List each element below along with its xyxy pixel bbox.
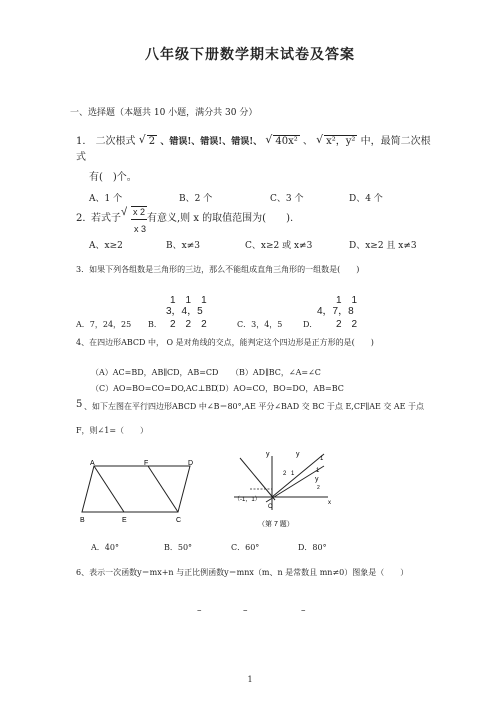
q1-line — [76, 135, 431, 148]
q6-dash-2: – — [243, 606, 248, 616]
q5-option-a: A．40° — [91, 543, 119, 552]
q2-option-b: B、x≠3 — [166, 241, 200, 251]
q5-option-d: D．80° — [298, 543, 327, 552]
q3-option-b: B． — [148, 320, 162, 329]
q1-stem-b: 中，最简二次根 — [360, 136, 431, 147]
segment-fc — [148, 466, 178, 512]
page-title: 八年级下册数学期末试卷及答案 — [145, 47, 355, 63]
section-heading: 一、选择题（本题共 10 小题，满分共 30 分） — [70, 108, 258, 118]
q2-option-d: D、x≥2 且 x≠3 — [349, 241, 417, 251]
label-y-top: y — [296, 451, 300, 458]
label-sub-2: 2 — [317, 485, 320, 491]
q4-option-a: （A）AC=BD，AB∥CD，AB=CD — [91, 368, 219, 377]
q2-fraction-bar — [131, 219, 147, 220]
q1-number: 1． — [76, 136, 93, 147]
label-e: E — [122, 517, 127, 524]
q1-option-b: B、2 个 — [179, 194, 213, 204]
radical-2-value: 2 — [148, 136, 156, 147]
q2-radical-top-value: x 2 — [133, 207, 146, 217]
q3-b-bot: 2 2 2 — [170, 319, 207, 330]
label-point: （-1，1） — [234, 497, 261, 503]
q2-num: 2． — [76, 213, 93, 224]
label-c: C — [176, 517, 182, 524]
q2-option-a: A、x≥2 — [89, 241, 123, 251]
q2-stem-a: 若式子 — [91, 213, 121, 224]
q1-error-text: 、错误!、错误!、错误!、 — [160, 137, 263, 147]
q1-stem-a: 二次根式 — [95, 136, 136, 147]
q3-option-a: A．7，24，25 — [76, 320, 132, 329]
radical-x2y2: √ x²，y² — [316, 133, 356, 147]
label-x-axis: x — [328, 500, 331, 506]
label-f: F — [144, 460, 149, 467]
q4-option-c: （C）AO=BO=CO=DO,AC⊥BD — [91, 384, 218, 393]
figure-caption: （第 7 题） — [258, 521, 294, 528]
q6-dash-1: – — [197, 606, 202, 616]
q6-stem: 6、表示一次函数y＝mx+n 与正比例函数y＝mnx（m、n 是常数且 mn≠0）图象是（ ） — [76, 568, 409, 577]
q5-option-b: B．50° — [164, 543, 193, 552]
q3-option-d: D． — [303, 320, 318, 329]
radical-40x2: √ 40x² — [265, 133, 298, 147]
coordinate-figure — [228, 448, 338, 530]
q3-stem: 3．如果下列各组数是三角形的三边，那么不能组成直角三角形的一组数是( ) — [76, 265, 360, 274]
q5-option-c: C．60° — [231, 543, 260, 552]
label-1c: 1 — [316, 468, 320, 474]
radical-x2y2-value: x²，y² — [326, 136, 356, 147]
label-a: A — [90, 460, 95, 467]
q1-stem-d: 有( )个。 — [89, 172, 137, 183]
q1-option-c: C、3 个 — [270, 194, 304, 204]
q2-option-c: C、x≥2 或 x≠3 — [245, 241, 313, 251]
label-y-right: y — [315, 476, 319, 483]
label-1b: 1 — [291, 471, 295, 477]
q4-stem: 4、在四边形ABCD 中， O 是对角线的交点，能判定这个四边形是正方形的是( ) — [76, 338, 374, 347]
radical-40x2-value: 40x² — [275, 136, 298, 147]
label-d: D — [188, 460, 194, 467]
label-2: 2 — [283, 471, 287, 477]
label-y-axis: y — [266, 451, 270, 458]
q3-b-mid: 3，4，5 — [166, 306, 203, 317]
q2-stem-b: 有意义,则 x 的取值范围为( ). — [147, 213, 294, 224]
q3-d-bot: 2 2 — [336, 319, 358, 330]
segment-ae — [94, 466, 124, 512]
label-1a: 1 — [320, 456, 324, 462]
parallelogram-figure — [80, 456, 200, 526]
radical-2: √ 2 — [138, 133, 156, 147]
q2-radical-top: √ x 2 — [121, 206, 146, 218]
q4-option-d: （D）AO=CO，BO=DO，AB=BC — [211, 384, 344, 393]
q2-denominator: x 3 — [134, 224, 147, 234]
q1-option-a: A、1 个 — [89, 194, 123, 204]
label-b: B — [80, 517, 85, 524]
q4-option-b: （B）AD∥BC，∠A=∠C — [231, 368, 321, 377]
q1-stem-c: 式 — [76, 152, 86, 163]
q6-dash-3: – — [301, 606, 306, 616]
line-1 — [240, 458, 275, 500]
label-origin: O — [268, 504, 273, 510]
q5-stem-a: 、如下左图在平行四边形ABCD 中∠B＝80°,AE 平分∠BAD 交 BC 于点 E,CF∥AE 交 AE 于点 — [84, 402, 425, 411]
q3-option-c: C．3，4，5 — [237, 320, 283, 329]
q5-stem-b: F，则∠1=（ ） — [76, 426, 149, 435]
q1-option-d: D、4 个 — [349, 194, 383, 204]
q3-d-mid: 4，7，8 — [317, 306, 354, 317]
q3-b-top: 1 1 1 — [170, 295, 207, 306]
q1-separator: 、 — [302, 136, 313, 147]
q5-num: 5 — [76, 399, 83, 410]
q3-d-top: 1 1 — [336, 295, 358, 306]
page-number: 1 — [247, 675, 253, 684]
